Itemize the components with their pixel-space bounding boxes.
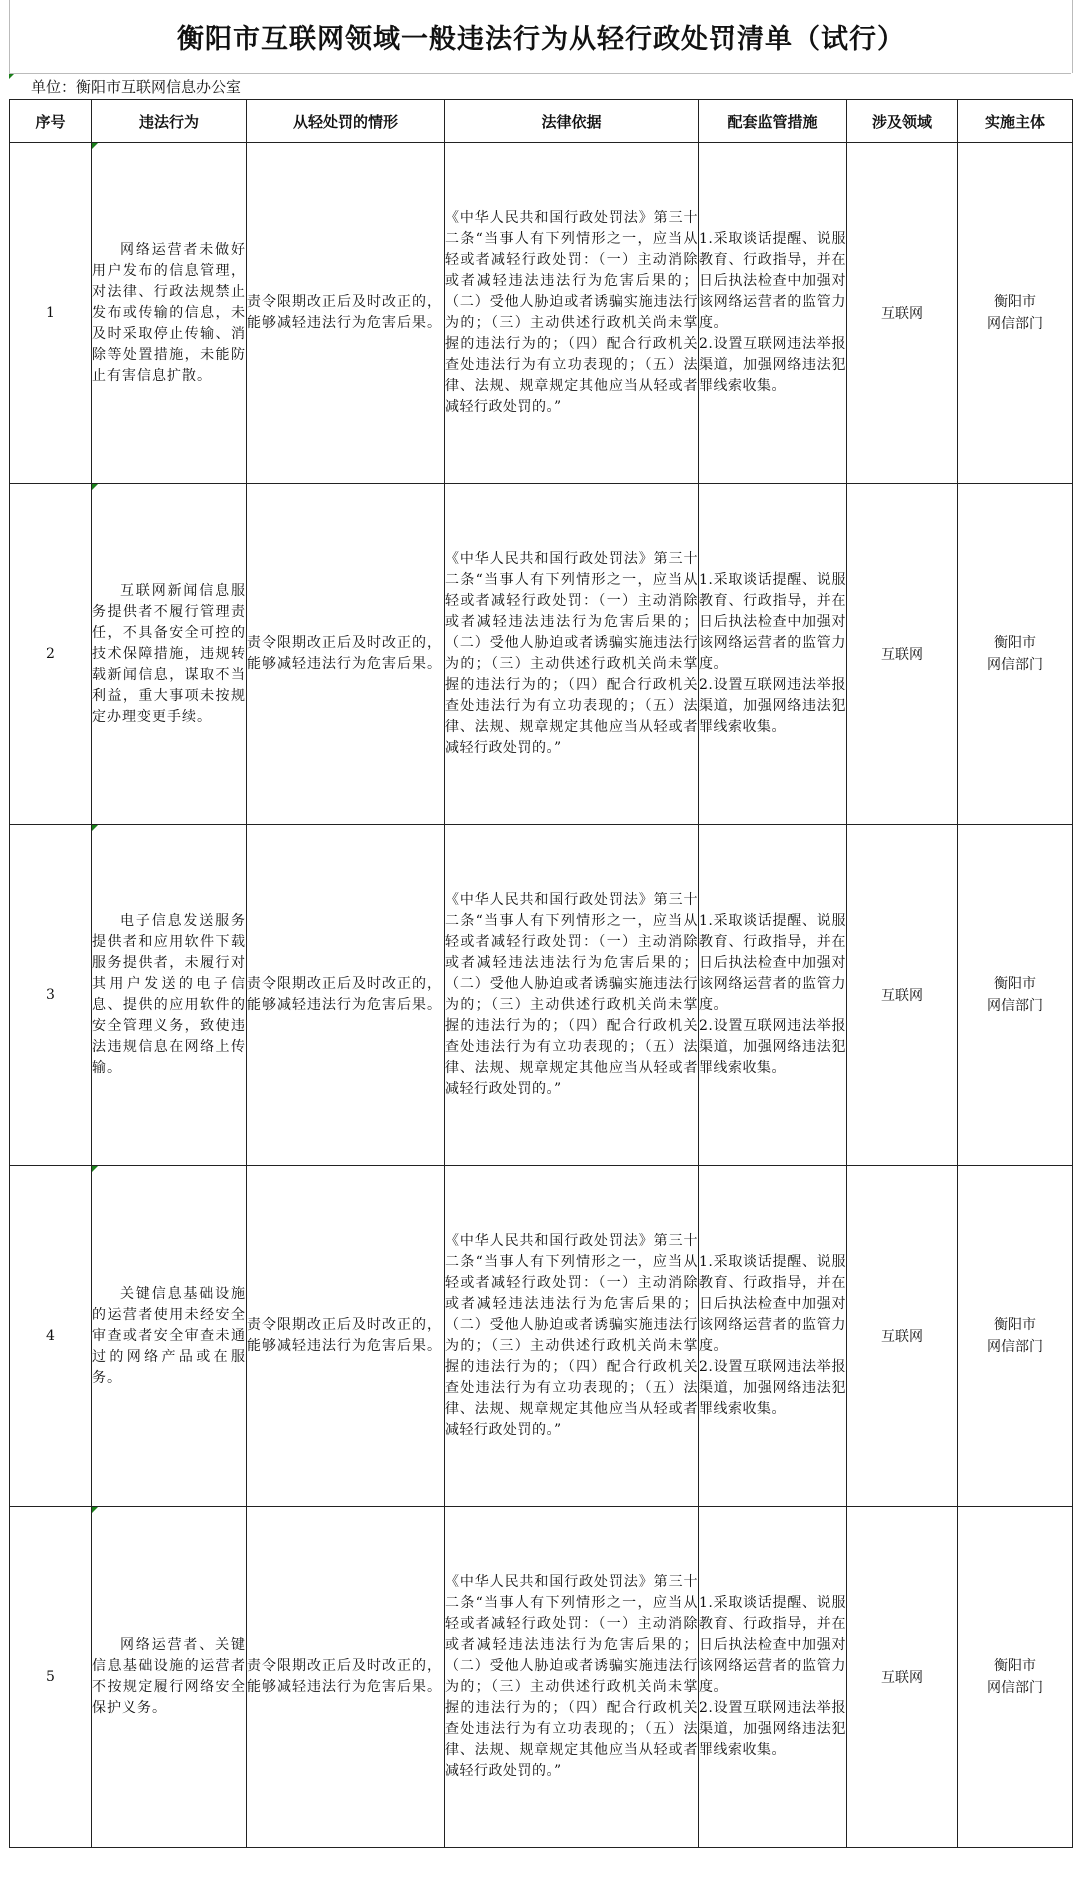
dept-line1: 衡阳市 [994,1317,1036,1333]
comment-marker-icon [92,484,98,490]
cell-seq: 4 [10,1166,92,1507]
cell-measures [699,484,847,825]
dept-line1: 衡阳市 [994,635,1036,651]
measures-text: 1.采取谈话提醒、说服教育、行政指导，并在日后执法检查中加强对该网络运营者的监管力度。 2.设置互联网违法举报渠道，加强网络违法犯罪线索收集。 [699,1595,846,1758]
cell-domain: 互联网 [847,484,958,825]
table-row [10,484,1073,825]
cell-violation [92,484,247,825]
legal-basis-text: 《中华人民共和国行政处罚法》第三十二条“当事人有下列情形之一，应当从轻或者减轻行政处罚：（一）主动消除或者减轻违法违法行为危害后果的；（二）受他人胁迫或者诱骗实施违法行为的；（三）主动供述行政机关尚未掌握的违法行为的；（四）配合行政机关查处违法行为有立功表现的；（五）法律、法规、规章规定其他应当从轻或者减轻行政处罚的。” [445,210,698,415]
dept-line1: 衡阳市 [994,294,1036,310]
measures-text: 1.采取谈话提醒、说服教育、行政指导，并在日后执法检查中加强对该网络运营者的监管力度。 2.设置互联网违法举报渠道，加强网络违法犯罪线索收集。 [699,913,846,1076]
situation-text: 责令限期改正后及时改正的，能够减轻违法行为危害后果。 [247,635,442,672]
cell-domain: 互联网 [847,1166,958,1507]
violation-text: 网络运营者未做好用户发布的信息管理，对法律、行政法规禁止发布或传输的信息，未及时采取停止传输、消除等处置措施，未能防止有害信息扩散。 [92,241,246,384]
situation-text: 责令限期改正后及时改正的，能够减轻违法行为危害后果。 [247,1317,442,1354]
cell-dept [958,143,1073,484]
cell-legal-basis [445,1166,699,1507]
dept-line2: 网信部门 [987,657,1043,673]
cell-measures [699,143,847,484]
dept-line2: 网信部门 [987,998,1043,1014]
cell-measures [699,1166,847,1507]
cell-measures [699,825,847,1166]
situation-text: 责令限期改正后及时改正的，能够减轻违法行为危害后果。 [247,1658,442,1695]
dept-line2: 网信部门 [987,316,1043,332]
header-measures: 配套监管措施 [699,100,847,143]
cell-violation [92,1166,247,1507]
cell-violation [92,825,247,1166]
cell-measures [699,1507,847,1848]
cell-legal-basis [445,825,699,1166]
legal-basis-text: 《中华人民共和国行政处罚法》第三十二条“当事人有下列情形之一，应当从轻或者减轻行政处罚：（一）主动消除或者减轻违法违法行为危害后果的；（二）受他人胁迫或者诱骗实施违法行为的；（三）主动供述行政机关尚未掌握的违法行为的；（四）配合行政机关查处违法行为有立功表现的；（五）法律、法规、规章规定其他应当从轻或者减轻行政处罚的。” [445,892,698,1097]
cell-violation [92,1507,247,1848]
cell-seq: 3 [10,825,92,1166]
violation-text: 互联网新闻信息服务提供者不履行管理责任，不具备安全可控的技术保障措施，违规转载新闻信息，谋取不当利益，重大事项未按规定办理变更手续。 [92,582,246,725]
cell-seq: 1 [10,143,92,484]
cell-seq: 2 [10,484,92,825]
penalty-table [9,99,1073,1848]
comment-marker-icon [92,825,98,831]
header-situation: 从轻处罚的情形 [247,100,445,143]
cell-situation [247,484,445,825]
header-seq: 序号 [10,100,92,143]
cell-situation [247,825,445,1166]
table-row [10,825,1073,1166]
situation-text: 责令限期改正后及时改正的，能够减轻违法行为危害后果。 [247,294,442,331]
measures-text: 1.采取谈话提醒、说服教育、行政指导，并在日后执法检查中加强对该网络运营者的监管力度。 2.设置互联网违法举报渠道，加强网络违法犯罪线索收集。 [699,1254,846,1417]
dept-line1: 衡阳市 [994,976,1036,992]
cell-legal-basis [445,143,699,484]
legal-basis-text: 《中华人民共和国行政处罚法》第三十二条“当事人有下列情形之一，应当从轻或者减轻行政处罚：（一）主动消除或者减轻违法违法行为危害后果的；（二）受他人胁迫或者诱骗实施违法行为的；（三）主动供述行政机关尚未掌握的违法行为的；（四）配合行政机关查处违法行为有立功表现的；（五）法律、法规、规章规定其他应当从轻或者减轻行政处罚的。” [445,1233,698,1438]
table-header-row [10,100,1073,143]
legal-basis-text: 《中华人民共和国行政处罚法》第三十二条“当事人有下列情形之一，应当从轻或者减轻行政处罚：（一）主动消除或者减轻违法违法行为危害后果的；（二）受他人胁迫或者诱骗实施违法行为的；（三）主动供述行政机关尚未掌握的违法行为的；（四）配合行政机关查处违法行为有立功表现的；（五）法律、法规、规章规定其他应当从轻或者减轻行政处罚的。” [445,551,698,756]
table-row [10,1166,1073,1507]
cell-situation [247,1166,445,1507]
page-title: 衡阳市互联网领域一般违法行为从轻行政处罚清单（试行） [9,0,1073,73]
header-violation: 违法行为 [92,100,247,143]
cell-domain: 互联网 [847,825,958,1166]
comment-marker-icon [92,143,98,149]
cell-seq: 5 [10,1507,92,1848]
table-row [10,1507,1073,1848]
dept-line1: 衡阳市 [994,1658,1036,1674]
cell-situation [247,1507,445,1848]
dept-line2: 网信部门 [987,1680,1043,1696]
situation-text: 责令限期改正后及时改正的，能够减轻违法行为危害后果。 [247,976,442,1013]
header-domain: 涉及领域 [847,100,958,143]
cell-domain: 互联网 [847,143,958,484]
comment-marker-icon [92,1166,98,1172]
violation-text: 电子信息发送服务提供者和应用软件下载服务提供者，未履行对其用户发送的电子信息、提供的应用软件的安全管理义务，致使违法违规信息在网络上传输。 [92,913,246,1076]
header-legal-basis: 法律依据 [445,100,699,143]
unit-label: 单位：衡阳市互联网信息办公室 [9,73,1071,99]
cell-dept [958,1507,1073,1848]
measures-text: 1.采取谈话提醒、说服教育、行政指导，并在日后执法检查中加强对该网络运营者的监管力度。 2.设置互联网违法举报渠道，加强网络违法犯罪线索收集。 [699,572,846,735]
cell-legal-basis [445,1507,699,1848]
cell-violation [92,143,247,484]
cell-dept [958,825,1073,1166]
cell-dept [958,484,1073,825]
comment-marker-icon [92,1507,98,1513]
violation-text: 关键信息基础设施的运营者使用未经安全审查或者安全审查未通过的网络产品或在服务。 [92,1285,246,1386]
cell-domain: 互联网 [847,1507,958,1848]
cell-legal-basis [445,484,699,825]
violation-text: 网络运营者、关键信息基础设施的运营者不按规定履行网络安全保护义务。 [92,1637,246,1716]
table-row [10,143,1073,484]
header-dept: 实施主体 [958,100,1073,143]
cell-situation [247,143,445,484]
measures-text: 1.采取谈话提醒、说服教育、行政指导，并在日后执法检查中加强对该网络运营者的监管力度。 2.设置互联网违法举报渠道，加强网络违法犯罪线索收集。 [699,231,846,394]
cell-dept [958,1166,1073,1507]
comment-marker-icon [9,74,14,79]
legal-basis-text: 《中华人民共和国行政处罚法》第三十二条“当事人有下列情形之一，应当从轻或者减轻行政处罚：（一）主动消除或者减轻违法违法行为危害后果的；（二）受他人胁迫或者诱骗实施违法行为的；（三）主动供述行政机关尚未掌握的违法行为的；（四）配合行政机关查处违法行为有立功表现的；（五）法律、法规、规章规定其他应当从轻或者减轻行政处罚的。” [445,1574,698,1779]
dept-line2: 网信部门 [987,1339,1043,1355]
